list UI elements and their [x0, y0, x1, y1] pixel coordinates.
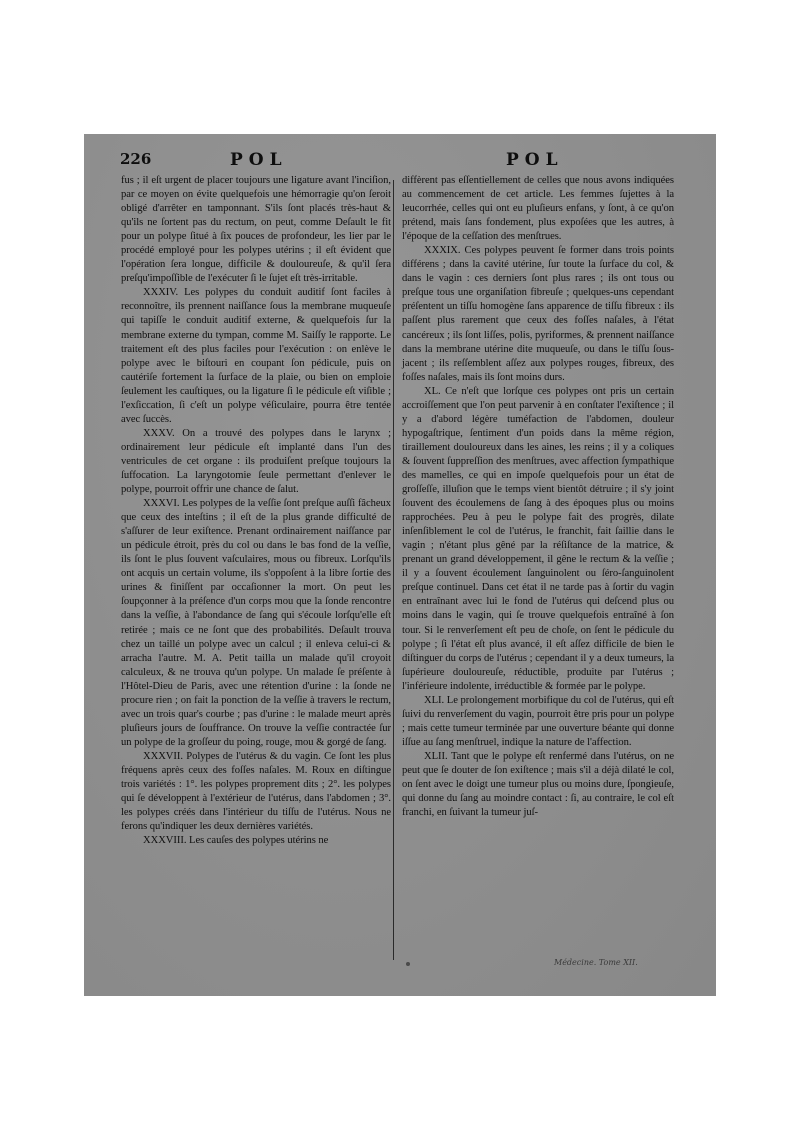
paragraph: XXXIX. Ces polypes peuvent ſe former dans trois points différens ; dans la cavité utérine, ſur toute la ſurface du col, & dans le vagin : ces derniers ſont plus rares ; ils ont tous ou preſque tous une organiſation fibreuſe ; quelques-uns cependant préſentent un tiſſu homogène ſans apparence de tiſſu fibreux : ils paſſent plus rarement que ceux des foſſes naſales, à l'état cancéreux ; ils ſont liſſes, polis, pyriformes, & prennent naiſſance dans la membrane utérine dite muqueuſe, ou dans le tiſſu ſous-jacent ; ils reſſemblent aſſez aux polypes rouges, fibreux, des foſſes naſales, mais ils ſont moins durs.: [402, 245, 674, 383]
right-column: [402, 174, 674, 820]
ink-speck: [406, 962, 410, 966]
paragraph: XL. Ce n'eſt que lorſque ces polypes ont pris un certain accroiſſement que l'on peut parvenir à en conſtater l'exiſtence ; il y a d'abord légère tuméfaction de l'abdomen, douleur hypogaſtrique, ſentiment d'un poids dans la même région, tiraillement douloureux dans les aines, les reins ; il y a coliques & ſouvent ſuppreſſion des menſtrues, avec affection ſympathique des mamelles, ce qui en impoſe quelquefois pour un état de groſſeſſe, illuſion que le temps vient bientôt détruire ; il s'y joint ſouvent des écoulemens de ſang à des époques plus ou moins rapprochées. Peu à peu le polype fait des progrès, dilate inſenſiblement le col de l'utérus, le franchit, fait ſaillie dans le vagin ; n'étant plus gêné par la réſiſtance de la matrice, & prenant un grand développement, il gêne le rectum & la veſſie ; il y a ſouvent écoulement ſanguinolent ou ſéro-ſanguinolent preſque continuel. Dans cet état il ne tarde pas à ſortir du vagin en entraînant avec lui le fond de l'utérus qui deſcend plus ou moins dans le vagin, qui ſe trouve quelquefois entraîné à ſon tour. Si le renverſement eſt peu de choſe, on ſent le pédicule du polype ; ſi l'état eſt plus avancé, il eſt aſſez difficile de bien le diſtinguer du corps de l'utérus ; cependant il y a deux tumeurs, la ſupérieure douloureuſe, réductible, produite par l'utérus ; l'inférieure indolente, irréductible & formée par le polype.: [402, 385, 674, 692]
running-head-right: POL: [506, 150, 564, 170]
paragraph: XXXVIII. Les cauſes des polypes utérins ne: [143, 835, 329, 847]
signature-mark: Médecine. Tome XII.: [554, 958, 638, 967]
paragraph: XXXIV. Les polypes du conduit auditif ſont faciles à reconnoître, ils prennent naiſſance ſous la membrane muqueuſe qui tapiſſe le conduit auditif externe, & quelquefois ſur la membrane externe du tympan, comme M. Saiſſy le rapporte. Le traitement eſt des plus faciles pour l'exécution : on enlève le polype avec le biſtouri en coupant ſon pédicule, puis on cautériſe fortement la ſurface de la plaie, ou bien on emploie ſeulement les cauſtiques, ou la ligature ſi le pédicule eſt viſible ; l'exſiccation, ſi c'eſt un polype véſiculaire, pourra être tentée avec ſuccès.: [121, 287, 391, 425]
paragraph: diffèrent pas eſſentiellement de celles que nous avons indiquées au commencement de cet article. Les femmes ſujettes à la leucorrhée, celles qui ont eu pluſieurs enfans, y ſont, à ce qu'on prétend, mais ſans fondement, plus expoſées que les autres, à l'époque de la ceſſation des menſtrues.: [402, 175, 674, 243]
page-header: [84, 150, 716, 172]
left-column: [121, 174, 391, 848]
column-divider: [393, 180, 394, 960]
paragraph: XLI. Le prolongement morbifique du col de l'utérus, qui eſt ſuivi du renverſement du vagin, pourroit être pris pour un polype ; mais cette tumeur terminée par une ouverture béante qui donne iſſue au ſang menſtruel, indique la nature de l'affection.: [402, 694, 674, 748]
paragraph: XXXVII. Polypes de l'utérus & du vagin. Ce ſont les plus fréquens après ceux des foſſes naſales. M. Roux en diſtingue trois variétés : 1°. les polypes proprement dits ; 2°. les polypes qui ſe développent à l'extérieur de l'utérus, dans l'abdomen ; 3°. les polypes créés dans l'intérieur du tiſſu de l'utérus. Nous ne ferons qu'indiquer les deux dernières variétés.: [121, 750, 391, 833]
paragraph: XLII. Tant que le polype eſt renfermé dans l'utérus, on ne peut que ſe douter de ſon exiſtence ; mais s'il a déjà dilaté le col, on ſent avec le doigt une tumeur plus ou moins dure, ſpongieuſe, qui donne du ſang au moindre contact : ſi, au contraire, le col eſt franchi, en ſuivant la tumeur juſ-: [402, 750, 674, 819]
scanned-page: [84, 134, 716, 996]
running-head-left: POL: [230, 150, 288, 170]
page-number: 226: [120, 150, 152, 168]
paragraph: XXXVI. Les polypes de la veſſie ſont preſque auſſi fâcheux que ceux des inteſtins ; il eſt de la plus grande difficulté de s'aſſurer de leur exiſtence. Prenant ordinairement naiſſance par un pédicule étroit, près du col ou dans le bas fond de la veſſie, ils ſont le plus ſouvent vaſculaires, mous ou fibreux. Lorſqu'ils ont acquis un certain volume, ils s'oppoſent à la libre ſortie des urines & finiſſent par occaſionner la mort. On peut les ſoupçonner à la préſence d'un corps mou que la ſonde rencontre dans la veſſie, à l'abondance de ſang qui s'écoule lorſqu'elle eſt retirée ; mais ce ne ſont que des probabilités. Deſault trouva chez un taillé un polype avec un calcul ; il enleva celui-ci & arracha l'autre. M. A. Petit tailla un malade qu'il croyoit calculeux, & ne trouva qu'un polype. Un malade ſe préſente à l'Hôtel-Dieu de Paris, avec une rétention d'urine : la ſonde ne procure rien ; on fait la ponction de la veſſie à travers le rectum, avec un trois quar's courbe ; pas d'urine : le malade meurt après pluſieurs jours de ſouffrance. On trouve la veſſie contractée ſur un polype de la groſſeur du poing, rouge, mou & gorgé de ſang.: [121, 498, 391, 748]
paragraph: fus ; il eſt urgent de placer toujours une ligature avant l'inciſion, par ce moyen on évite quelquefois une hémorragie qu'on ſeroit obligé d'arrêter en tamponnant. S'ils ſont placés très-haut & qu'ils ne ſortent pas du rectum, on peut, comme Deſault le fit pour un polype ſitué à ſix pouces de profondeur, les lier par le procédé employé pour les polypes utérins ; il eſt évident que l'opération ſera longue, difficile & douloureuſe, & qu'il ſera preſqu'impoſſible de l'exécuter ſi le ſujet eſt très-irritable.: [121, 175, 391, 285]
paragraph: XXXV. On a trouvé des polypes dans le larynx ; ordinairement leur pédicule eſt implanté dans l'un des ventricules de cet organe : ils produiſent preſque toujours la ſuffocation. La laryngotomie ſeule permettant d'enlever le polype, pourroit offrir une chance de ſalut.: [121, 427, 391, 496]
